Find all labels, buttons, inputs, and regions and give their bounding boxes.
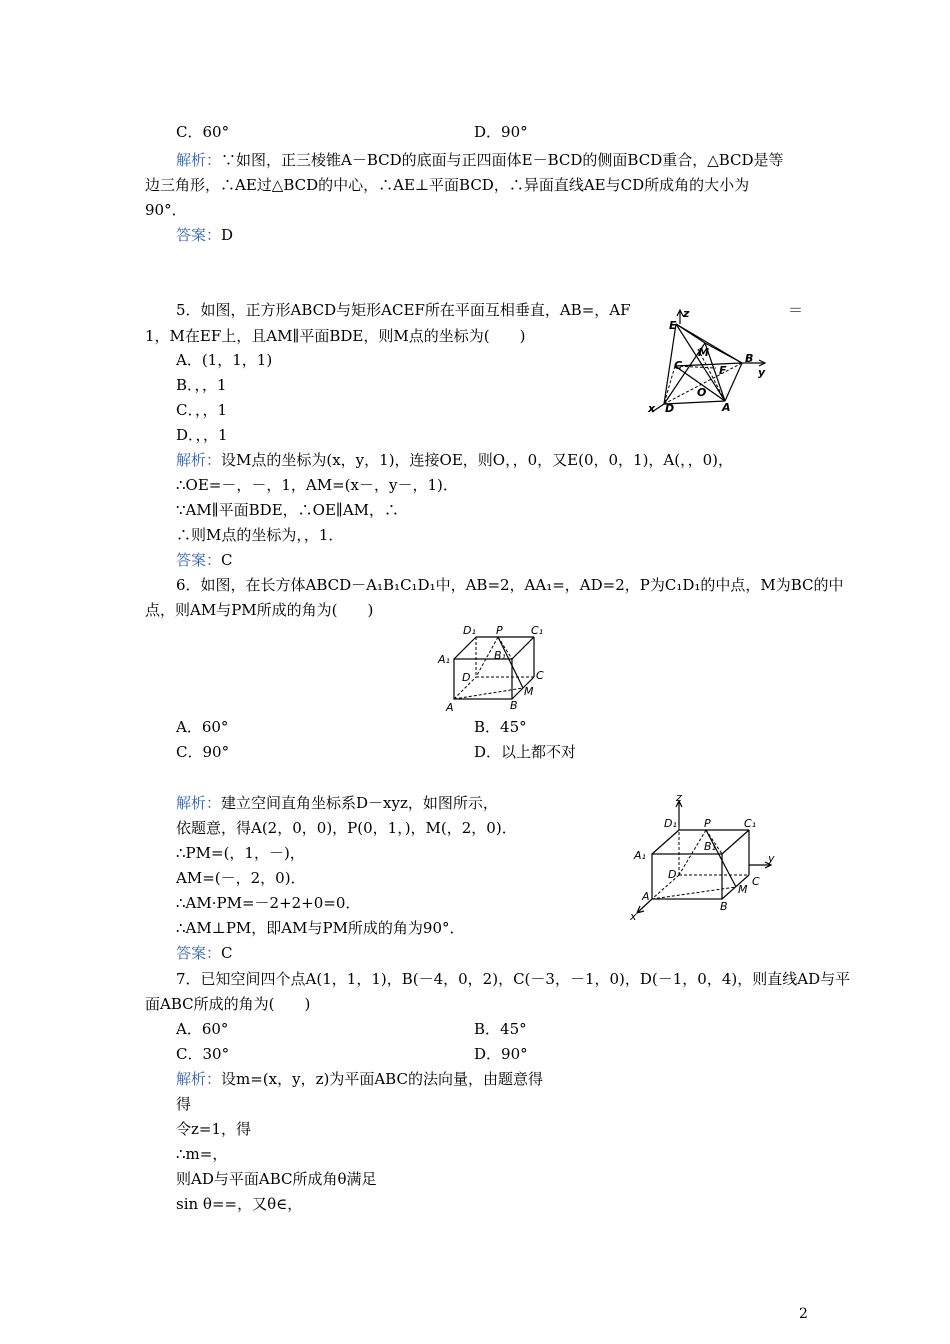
fig5-label-c: C	[674, 359, 683, 372]
answer-label: 答案：	[176, 226, 222, 244]
fig6b-label-c: C	[752, 875, 760, 888]
q7-analysis-line-2: 得	[176, 1095, 192, 1113]
fig5-label-y: y	[758, 366, 766, 379]
fig6-label-m: M	[524, 685, 534, 698]
fig5-label-x: x	[648, 402, 656, 415]
page-number: 2	[799, 1306, 808, 1322]
fig5-label-m: M	[698, 346, 709, 359]
fig6b-label-a: A	[642, 890, 650, 903]
fig6-label-b: B	[510, 699, 518, 712]
q6-option-a: A．60°	[176, 718, 229, 736]
fig5-label-d: D	[665, 402, 675, 415]
q7-analysis-line-4: ∴m=，	[176, 1145, 228, 1163]
fig6b-label-y: y	[768, 852, 775, 865]
q6-analysis-line-4: AM=(－，2，0)．	[176, 869, 306, 887]
q5-option-d: D．，，1	[176, 426, 228, 444]
fig6-label-d1: D₁	[463, 624, 476, 637]
q7-option-d: D．90°	[474, 1045, 528, 1063]
q6-option-b: B．45°	[474, 718, 527, 736]
q6-option-d: D．以上都不对	[474, 743, 577, 761]
analysis-label: 解析：	[176, 151, 222, 169]
fig5-label-a: A	[722, 401, 731, 414]
q7-stem-line-1: 7．已知空间四个点A(1，1，1)，B(－4，0，2)，C(－3，－1，0)，D(－1，0，4)，则直线AD与平	[176, 970, 851, 988]
fig6b-label-z: z	[676, 792, 682, 804]
q5-stem-equals: ＝	[788, 301, 804, 319]
fig6b-label-p: P	[704, 817, 711, 830]
fig6-label-b1: B₁	[494, 649, 506, 662]
q5-option-b: B．，，1	[176, 376, 227, 394]
q6-answer: 答案：C	[176, 944, 233, 962]
fig5-label-o: O	[697, 386, 707, 399]
q7-option-c: C．30°	[176, 1045, 230, 1063]
q4-option-c: C．60°	[176, 123, 230, 141]
q4-analysis-line-3: 90°．	[145, 201, 187, 219]
q6-coordinate-figure	[628, 792, 788, 922]
q6-analysis-line-5: ∴AM·PM=－2+2+0=0．	[176, 894, 361, 912]
analysis-label: 解析：	[176, 794, 222, 812]
fig6-label-c: C	[536, 669, 544, 682]
fig6b-label-m: M	[738, 883, 748, 896]
q5-option-c: C．，，1	[176, 401, 228, 419]
q5-option-a: A．(1，1，1)	[176, 351, 273, 369]
q5-analysis-line-4: ∴则M点的坐标为，，1．	[176, 526, 344, 544]
answer-label: 答案：	[176, 551, 222, 569]
q7-option-b: B．45°	[474, 1020, 527, 1038]
q7-analysis-line-1: 解析：设m=(x，y，z)为平面ABC的法向量，由题意得	[176, 1070, 543, 1088]
fig6b-label-d: D	[668, 868, 677, 881]
q6-analysis-line-2: 依题意，得A(2，0，0)，P(0，1，)，M(，2，0)．	[176, 819, 517, 837]
fig6-label-a1: A₁	[438, 653, 450, 666]
q6-analysis-line-6: ∴AM⊥PM，即AM与PM所成的角为90°．	[176, 919, 465, 937]
fig5-label-b: B	[745, 352, 754, 365]
q4-answer: 答案：D	[176, 226, 234, 244]
q6-option-c: C．90°	[176, 743, 230, 761]
q5-stem-line-2: 1，M在EF上，且AM∥平面BDE，则M点的坐标为( )	[145, 327, 526, 345]
q5-analysis-line-3: ∵AM∥平面BDE，∴OE∥AM，∴	[176, 501, 400, 519]
q5-answer: 答案：C	[176, 551, 233, 569]
fig5-label-e: E	[669, 319, 677, 332]
q5-pyramid-figure	[640, 306, 775, 418]
fig6b-label-b1: B₁	[704, 840, 716, 853]
analysis-label: 解析：	[176, 451, 222, 469]
q5-stem-line-1: 5．如图，正方形ABCD与矩形ACEF所在平面互相垂直，AB=，AF	[176, 301, 631, 319]
fig6-label-c1: C₁	[531, 624, 544, 637]
fig6-label-p: P	[496, 624, 503, 637]
q6-analysis-line-1: 解析：建立空间直角坐标系D－xyz，如图所示，	[176, 794, 498, 812]
fig6b-label-d1: D₁	[664, 817, 677, 830]
answer-label: 答案：	[176, 944, 222, 962]
fig6-label-a: A	[446, 701, 454, 714]
q4-option-d: D．90°	[474, 123, 528, 141]
fig6b-label-x: x	[630, 910, 637, 922]
fig6b-label-b: B	[720, 900, 728, 913]
q5-analysis-line-1: 解析：设M点的坐标为(x，y，1)，连接OE，则O，，0，又E(0，0，1)，A(，，0)，	[176, 451, 734, 469]
fig5-label-f: F	[719, 364, 727, 377]
q7-stem-line-2: 面ABC所成的角为( )	[145, 995, 311, 1013]
q6-stem-line-2: 点，则AM与PM所成的角为( )	[145, 601, 374, 619]
q4-analysis-line-1: 解析：∵如图，正三棱锥A－BCD的底面与正四面体E－BCD的侧面BCD重合，△BCD是等	[176, 151, 784, 169]
q5-analysis-line-2: ∴OE=－，－，1，AM=(x－，y－，1)．	[176, 476, 458, 494]
q7-analysis-line-6: sin θ==，又θ∈，	[176, 1195, 303, 1213]
q6-cuboid-figure	[436, 623, 556, 715]
q6-analysis-line-3: ∴PM=(，1，－)，	[176, 844, 305, 862]
fig5-label-z: z	[683, 307, 690, 320]
fig6b-label-c1: C₁	[744, 817, 757, 830]
q6-stem-line-1: 6．如图，在长方体ABCD－A₁B₁C₁D₁中，AB=2，AA₁=，AD=2，P为C₁D₁的中点，M为BC的中	[176, 576, 844, 594]
q7-option-a: A．60°	[176, 1020, 229, 1038]
q4-analysis-line-2: 边三角形，∴AE过△BCD的中心，∴AE⊥平面BCD，∴异面直线AE与CD所成角的大小为	[145, 176, 750, 194]
fig6-label-d: D	[462, 671, 471, 684]
q7-analysis-line-5: 则AD与平面ABC所成角θ满足	[176, 1170, 377, 1188]
fig6b-label-a1: A₁	[634, 849, 646, 862]
q7-analysis-line-3: 令z=1，得	[176, 1120, 252, 1138]
analysis-label: 解析：	[176, 1070, 222, 1088]
